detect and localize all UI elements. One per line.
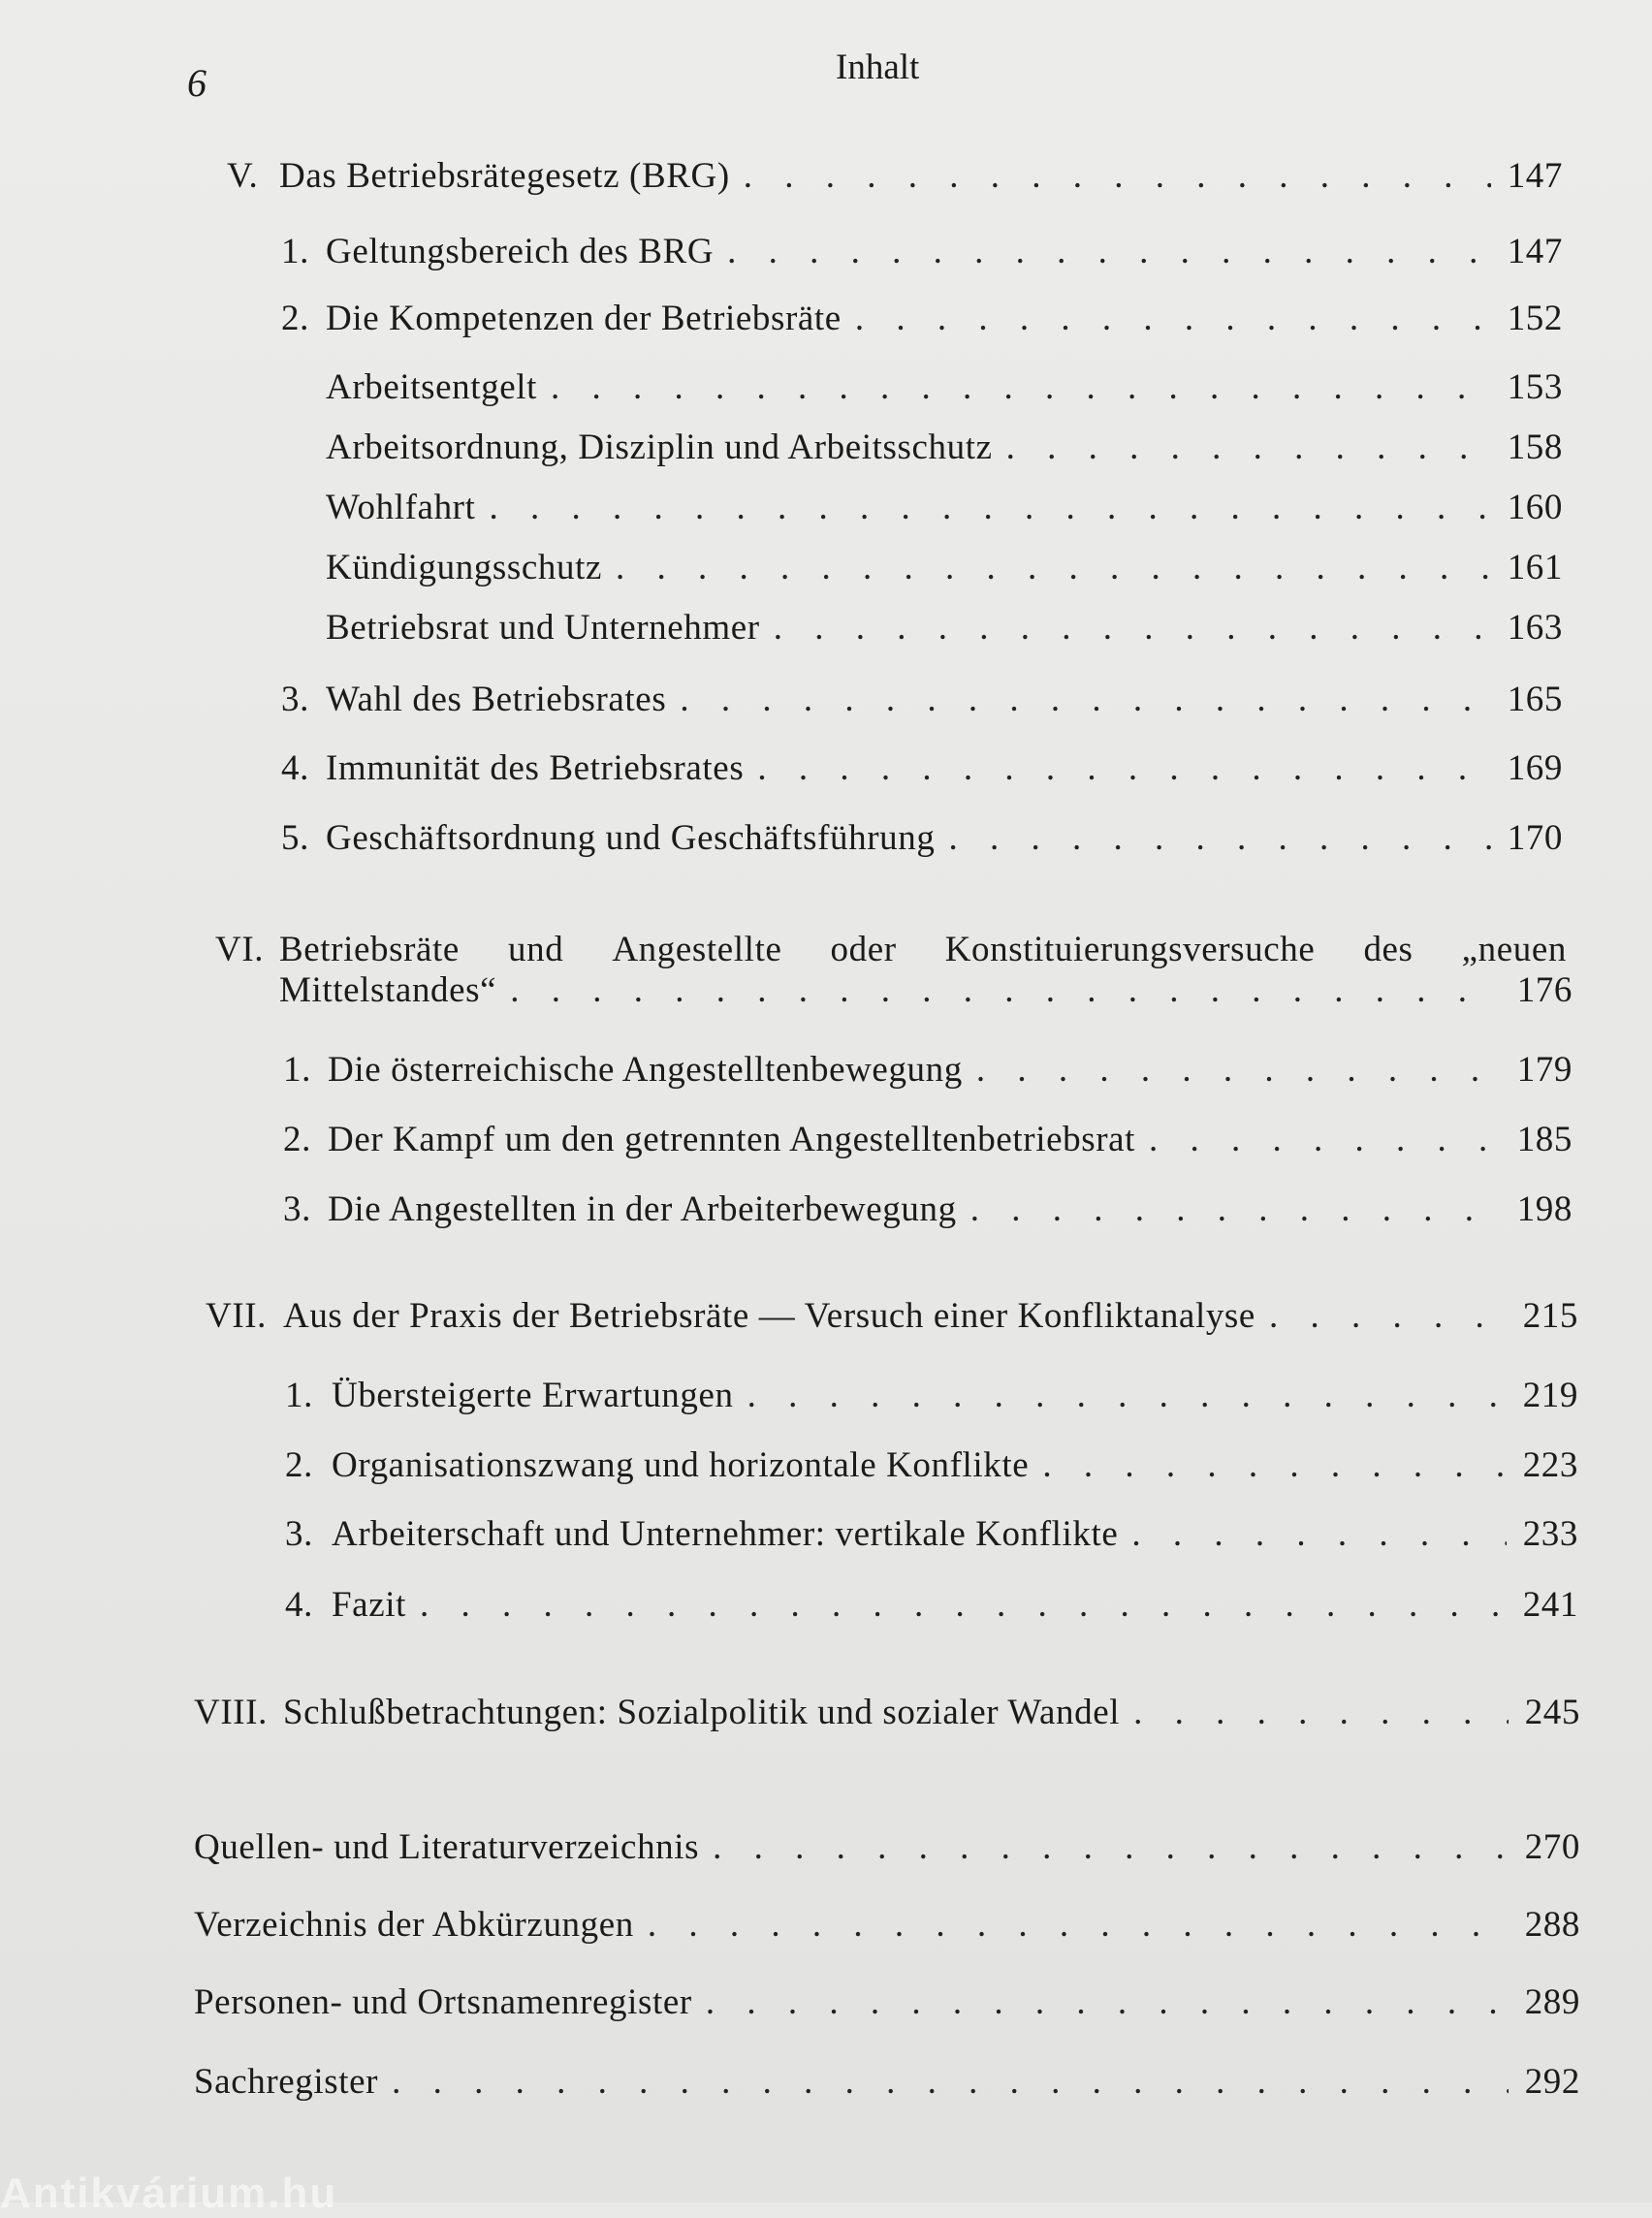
dot-leader <box>510 969 1501 1011</box>
title-word: und <box>508 930 564 969</box>
toc-entry-number: 3. <box>283 1189 311 1229</box>
toc-entry-title: Die Angestellten in der Arbeiterbewegung <box>328 1189 957 1229</box>
toc-entry-vii-3 <box>285 1513 1578 1564</box>
toc-entry-vii-1 <box>285 1375 1578 1425</box>
toc-entry-number: 4. <box>281 748 309 788</box>
toc-entry-vii-2 <box>285 1444 1578 1495</box>
toc-entry-title: Übersteigerte Erwartungen <box>332 1376 734 1415</box>
toc-entry-number: 5. <box>281 818 309 858</box>
toc-entry-vi-3 <box>283 1188 1573 1239</box>
toc-entry-v-3 <box>281 679 1563 729</box>
toc-entry-v-2-e <box>326 607 1563 657</box>
toc-entry-title: Das Betriebsrätegesetz (BRG) <box>279 156 730 196</box>
dot-leader <box>616 547 1491 588</box>
toc-entry-page: 152 <box>1507 299 1563 338</box>
toc-entry-vi-line2 <box>279 969 1573 1020</box>
title-word: oder <box>830 930 897 969</box>
title-word: des <box>1363 930 1414 969</box>
toc-entry-page: 245 <box>1524 1693 1580 1732</box>
toc-entry-viii <box>194 1692 1580 1742</box>
toc-entry-v-1 <box>281 231 1563 281</box>
toc-entry-page: 185 <box>1516 1120 1573 1159</box>
toc-entry-title: Geltungsbereich des BRG <box>326 232 715 271</box>
dot-leader <box>970 1188 1501 1230</box>
toc-entry-v-2-a <box>326 366 1563 417</box>
dot-leader <box>1269 1295 1507 1337</box>
dot-leader <box>774 607 1491 649</box>
dot-leader <box>1042 1444 1507 1486</box>
toc-entry-v-4 <box>281 747 1563 798</box>
toc-entry-title-line2: Mittelstandes“ <box>279 970 497 1010</box>
toc-entry-page: 215 <box>1522 1296 1578 1336</box>
toc-entry-number: 3. <box>285 1514 313 1554</box>
toc-entry-number: 2. <box>285 1445 313 1485</box>
toc-entry-number: VIII. <box>194 1693 268 1732</box>
toc-entry-title: Organisationszwang und horizontale Konflikte <box>332 1445 1030 1485</box>
toc-entry-page: 270 <box>1524 1827 1580 1867</box>
toc-entry-sachregister <box>194 2061 1580 2111</box>
toc-entry-number: 2. <box>283 1120 311 1159</box>
toc-entry-title: Arbeitsentgelt <box>326 367 538 407</box>
toc-entry-title: Quellen- und Literaturverzeichnis <box>194 1827 700 1867</box>
toc-entry-personenregister <box>194 1981 1580 2032</box>
toc-entry-number: V. <box>227 156 259 196</box>
toc-entry-page: 241 <box>1522 1585 1578 1625</box>
toc-entry-page: 179 <box>1516 1050 1573 1090</box>
toc-entry-title: Wohlfahrt <box>326 488 476 527</box>
dot-leader <box>727 231 1491 272</box>
page-number: 6 <box>187 61 206 105</box>
title-word: Konstituierungsversuche <box>944 930 1316 969</box>
toc-entry-title: Sachregister <box>194 2062 379 2102</box>
toc-entry-number: VII. <box>206 1296 268 1336</box>
watermark: Antikvárium.hu <box>0 2170 338 2217</box>
toc-entry-title: Betriebsrat und Unternehmer <box>326 608 760 648</box>
dot-leader <box>757 747 1491 789</box>
toc-entry-number: 3. <box>281 680 309 719</box>
toc-entry-page: 161 <box>1507 548 1563 587</box>
dot-leader <box>706 1981 1509 2023</box>
toc-entry-page: 198 <box>1516 1189 1573 1229</box>
toc-entry-number: 1. <box>283 1050 311 1090</box>
toc-entry-page: 223 <box>1522 1445 1578 1485</box>
dot-leader <box>680 679 1491 720</box>
toc-entry-v <box>227 155 1563 206</box>
toc-entry-title: Verzeichnis der Abkürzungen <box>194 1905 634 1945</box>
toc-entry-page: 165 <box>1507 680 1563 719</box>
toc-entry-number: VI. <box>215 930 265 969</box>
dot-leader <box>713 1826 1509 1868</box>
toc-entry-title: Personen- und Ortsnamenregister <box>194 1982 692 2022</box>
dot-leader <box>489 487 1491 528</box>
toc-entry-title: Der Kampf um den getrennten Angestelltenbetriebsrat <box>328 1120 1136 1159</box>
toc-entry-vi <box>215 929 1573 970</box>
toc-entry-title: Wahl des Betriebsrates <box>326 680 667 719</box>
title-word: Betriebsräte <box>279 930 460 969</box>
toc-entry-page: 158 <box>1507 428 1563 467</box>
toc-entry-title: Die Kompetenzen der Betriebsräte <box>326 299 842 338</box>
toc-entry-vii-4 <box>285 1584 1578 1634</box>
toc-entry-page: 163 <box>1507 608 1563 648</box>
dot-leader <box>744 155 1491 197</box>
toc-entry-title-line1 <box>279 929 1567 970</box>
dot-leader <box>976 1049 1501 1091</box>
dot-leader <box>1006 427 1491 468</box>
toc-entry-title: Geschäftsordnung und Geschäftsführung <box>326 818 936 858</box>
dot-leader <box>747 1375 1507 1416</box>
toc-entry-title: Die österreichische Angestelltenbewegung <box>328 1050 963 1090</box>
toc-entry-title: Arbeiterschaft und Unternehmer: vertikale Konflikte <box>332 1514 1119 1554</box>
title-word: „neuen <box>1461 930 1567 969</box>
toc-entry-abkuerzungen <box>194 1904 1580 1954</box>
toc-entry-v-2-b <box>326 427 1563 477</box>
dot-leader <box>1149 1119 1501 1160</box>
toc-entry-page: 288 <box>1524 1905 1580 1945</box>
toc-entry-title: Kündigungsschutz <box>326 548 603 587</box>
toc-entry-vii <box>206 1295 1578 1346</box>
toc-entry-vi-2 <box>283 1119 1573 1169</box>
toc-entry-title: Fazit <box>332 1585 406 1625</box>
toc-entry-page: 169 <box>1507 748 1563 788</box>
toc-entry-page: 170 <box>1507 818 1563 858</box>
toc-entry-title: Arbeitsordnung, Disziplin und Arbeitsschutz <box>326 428 993 467</box>
dot-leader <box>420 1584 1507 1626</box>
toc-entry-title: Schlußbetrachtungen: Sozialpolitik und sozialer Wandel <box>283 1693 1121 1732</box>
toc-entry-title: Aus der Praxis der Betriebsräte — Versuch einer Konfliktanalyse <box>283 1296 1255 1336</box>
toc-entry-number: 1. <box>281 232 309 271</box>
toc-entry-page: 289 <box>1524 1982 1580 2022</box>
dot-leader <box>648 1904 1509 1946</box>
toc-entry-v-5 <box>281 817 1563 868</box>
toc-entry-page: 153 <box>1507 367 1563 407</box>
toc-entry-number: 4. <box>285 1585 313 1625</box>
toc-entry-page: 147 <box>1507 156 1563 196</box>
toc-entry-v-2-c <box>326 487 1563 537</box>
toc-entry-page: 233 <box>1522 1514 1578 1554</box>
toc-entry-page: 147 <box>1507 232 1563 271</box>
title-word: Angestellte <box>612 930 782 969</box>
toc-entry-v-2 <box>281 298 1563 348</box>
toc-entry-page: 176 <box>1516 970 1573 1010</box>
dot-leader <box>1131 1513 1507 1555</box>
dot-leader <box>855 298 1491 339</box>
toc-entry-number: 2. <box>281 299 309 338</box>
running-head-title: Inhalt <box>836 48 920 87</box>
toc-entry-v-2-d <box>326 547 1563 597</box>
toc-entry-quellen <box>194 1826 1580 1877</box>
toc-entry-title: Immunität des Betriebsrates <box>326 748 745 788</box>
dot-leader <box>1133 1692 1509 1733</box>
toc-entry-page: 160 <box>1507 488 1563 527</box>
toc-entry-page: 219 <box>1522 1376 1578 1415</box>
toc-entry-vi-1 <box>283 1049 1573 1099</box>
dot-leader <box>948 817 1491 859</box>
toc-entry-page: 292 <box>1524 2062 1580 2102</box>
toc-entry-number: 1. <box>285 1376 313 1415</box>
dot-leader <box>551 366 1491 408</box>
dot-leader <box>392 2061 1509 2103</box>
